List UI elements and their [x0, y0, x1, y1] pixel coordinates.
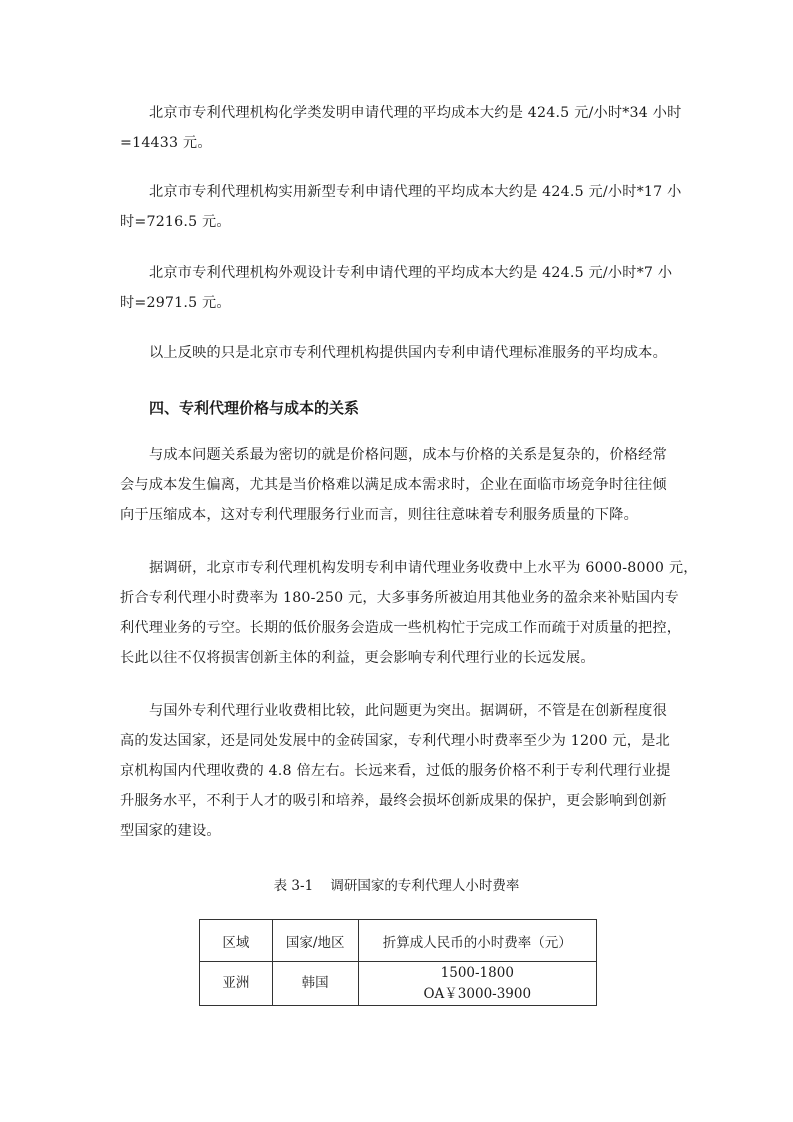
table-header-cell: 区域	[200, 920, 273, 962]
table-row	[200, 962, 597, 1006]
text-line: 向于压缩成本，这对专利代理服务行业而言，则往往意味着专利服务质量的下降。	[120, 507, 638, 523]
text-line: 高的发达国家，还是同处发展中的金砖国家，专利代理小时费率至少为 1200 元，是北	[120, 733, 670, 749]
rate-line: OA￥3000-3900	[423, 985, 532, 1002]
table-cell-region: 亚洲	[200, 962, 273, 1006]
rate-line: 1500-1800	[440, 964, 514, 981]
text-line: 与成本问题关系最为密切的就是价格问题，成本与价格的关系是复杂的，价格经常	[149, 447, 667, 463]
hourly-rate-table	[199, 919, 597, 1006]
text-line: 利代理业务的亏空。长期的低价服务会造成一些机构忙于完成工作而疏于对质量的把控，	[120, 620, 682, 636]
paragraph-beijing-survey	[120, 553, 698, 673]
text-line: 与国外专利代理行业收费相比较，此问题更为突出。据调研，不管是在创新程度很	[149, 703, 667, 719]
section-heading: 四、专利代理价格与成本的关系	[149, 399, 360, 417]
text-line: 北京市专利代理机构外观设计专利申请代理的平均成本大约是 424.5 元/小时*7 小	[149, 265, 673, 281]
text-line: 京机构国内代理收费的 4.8 倍左右。长远来看，过低的服务价格不利于专利代理行业提	[120, 763, 671, 779]
text-line: 升服务水平，不利于人才的吸引和培养，最终会损坏创新成果的保护，更会影响到创新	[120, 793, 667, 809]
paragraph-price-cost	[120, 440, 680, 530]
text-line: 型国家的建设。	[120, 823, 221, 839]
text-line: 长此以往不仅将损害创新主体的利益，更会影响专利代理行业的长远发展。	[120, 650, 595, 666]
text-line: 时=2971.5 元。	[120, 295, 231, 311]
table-cell-rate	[358, 962, 596, 1006]
text-line: 会与成本发生偏离，尤其是当价格难以满足成本需求时，企业在面临市场竞争时往往倾	[120, 477, 667, 493]
table-caption: 表 3-1 调研国家的专利代理人小时费率	[273, 878, 520, 894]
text-line: 北京市专利代理机构实用新型专利申请代理的平均成本大约是 424.5 元/小时*17 小	[149, 184, 682, 200]
paragraph-utility-model-cost	[120, 177, 680, 237]
text-line: 北京市专利代理机构化学类发明申请代理的平均成本大约是 424.5 元/小时*34 小时	[149, 105, 682, 121]
paragraph-design-cost	[120, 258, 680, 318]
text-line: =14433 元。	[120, 135, 212, 151]
paragraph-foreign-comparison	[120, 696, 680, 846]
text-line: 时=7216.5 元。	[120, 214, 231, 230]
table-header-cell: 国家/地区	[272, 920, 358, 962]
text-line: 折合专利代理小时费率为 180-250 元，大多事务所被迫用其他业务的盈余来补贴国内专	[120, 590, 679, 606]
text-line: 据调研，北京市专利代理机构发明专利申请代理业务收费中上水平为 6000-8000 元，	[149, 560, 698, 576]
table-header-cell: 折算成人民币的小时费率（元）	[358, 920, 596, 962]
table-header-row	[200, 920, 597, 962]
table-cell-country: 韩国	[272, 962, 358, 1006]
paragraph-chemical-cost	[120, 98, 680, 158]
paragraph-summary	[120, 338, 680, 368]
text-line: 以上反映的只是北京市专利代理机构提供国内专利申请代理标准服务的平均成本。	[149, 345, 667, 361]
